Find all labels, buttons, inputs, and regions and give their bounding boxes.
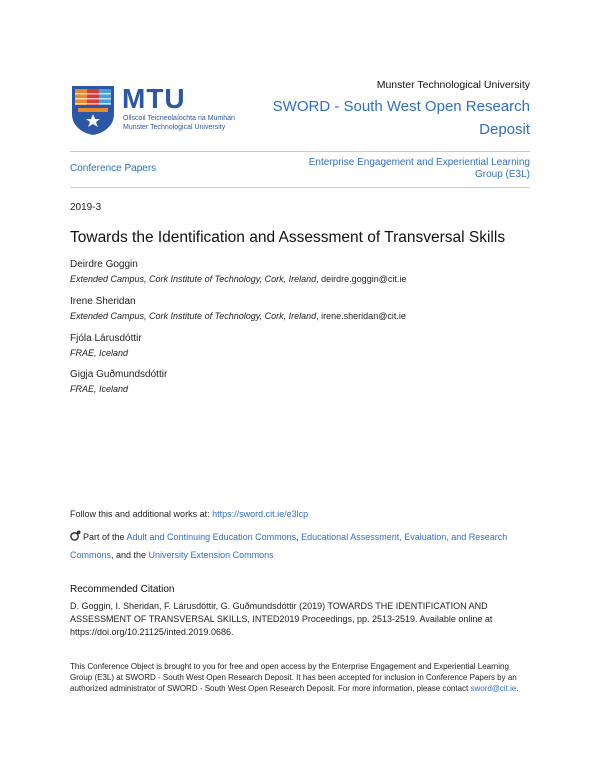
author-name: Gigja Guðmundsdóttir bbox=[70, 369, 168, 380]
network-icon bbox=[70, 530, 81, 541]
institution-name: Munster Technological University bbox=[376, 79, 530, 91]
publication-date: 2019-3 bbox=[70, 202, 102, 213]
author-name: Deirdre Goggin bbox=[70, 259, 138, 270]
citation-body: D. Goggin, I. Sheridan, F. Lárusdóttir, G. Guðmundsdóttir (2019) TOWARDS THE IDENTIFICATION AND ASSESSMENT OF TRANSVERSAL SKILLS, INTED2019 Proceedings, pp. 2513-2519. Available online at https://doi.org/10.21125/inted.2019.0686. bbox=[70, 601, 493, 637]
author-affiliation: FRAE, Iceland bbox=[70, 384, 129, 394]
educational-assessment-commons-link[interactable]: Educational Assessment, Evaluation, and Research Commons bbox=[70, 532, 508, 560]
author-affiliation: FRAE, Iceland bbox=[70, 348, 129, 358]
author-affiliation: Extended Campus, Cork Institute of Technology, Cork, Ireland, deirdre.goggin@cit.ie bbox=[70, 274, 407, 284]
group-link[interactable]: Enterprise Engagement and Experiential Learning Group (E3L) bbox=[308, 157, 530, 180]
author-name: Fjóla Lárusdóttir bbox=[70, 333, 142, 344]
divider-bottom bbox=[70, 187, 530, 188]
access-notice: This Conference Object is brought to you for free and open access by the Enterprise Engagement and Experiential Learning Group (E3L) at SWORD - South West Open Research Deposit. It has been accepted for inclusion in Conference Papers by an authorized administrator of SWORD - South West Open Research Deposit. For more information, please contact sword@cit.ie. bbox=[70, 662, 519, 693]
citation-heading: Recommended Citation bbox=[70, 584, 175, 595]
logo-english-name: Munster Technological University bbox=[123, 124, 226, 131]
logo-wordmark: MTU bbox=[122, 83, 186, 114]
follow-link[interactable]: https://sword.cit.ie/e3lcp bbox=[212, 509, 309, 519]
university-extension-commons-link[interactable]: University Extension Commons bbox=[148, 550, 274, 560]
mtu-crest-icon bbox=[70, 84, 116, 136]
part-of-line: Part of the Adult and Continuing Education Commons, Educational Assessment, Evaluation, and Research Commons, and the University Extension Commons bbox=[70, 532, 508, 560]
divider-top bbox=[70, 151, 530, 152]
author-affiliation: Extended Campus, Cork Institute of Technology, Cork, Ireland, irene.sheridan@cit.ie bbox=[70, 311, 406, 321]
follow-line: Follow this and additional works at: https://sword.cit.ie/e3lcp bbox=[70, 509, 309, 519]
mtu-logo bbox=[70, 84, 260, 140]
logo-irish-name: Ollscoil Teicneolaíochta na Mumhan bbox=[123, 115, 235, 122]
paper-title: Towards the Identification and Assessment of Transversal Skills bbox=[70, 229, 506, 246]
repository-link[interactable]: SWORD - South West Open Research Deposit bbox=[272, 98, 530, 138]
collection-link[interactable]: Conference Papers bbox=[70, 163, 157, 174]
adult-education-commons-link[interactable]: Adult and Continuing Education Commons bbox=[126, 532, 297, 542]
contact-email-link[interactable]: sword@cit.ie bbox=[470, 684, 517, 693]
author-name: Irene Sheridan bbox=[70, 296, 136, 307]
